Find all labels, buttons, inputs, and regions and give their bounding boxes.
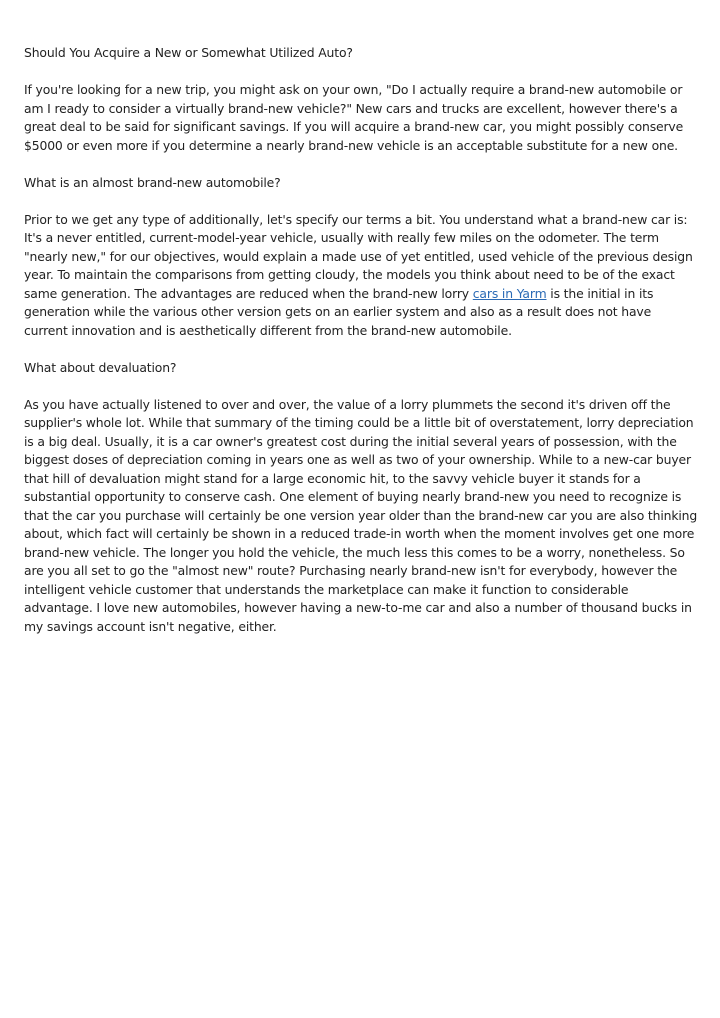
almost-new-text-before-link: Prior to we get any type of additionally, let's specify our terms a bit. You understand what a brand-new car is: It's a never entitled, current-model-year vehicle, usually with really few miles on the odometer. The term "nearly new," for our objectives, would explain a made use of yet entitled, used vehicle of the previous design year. To maintain the comparisons from getting cloudy, the models you think about need to be of the exact same generation. The advantages are reduced when the brand-new lorry [24,211,693,301]
almost-new-paragraph [24,211,698,341]
article-title: Should You Acquire a New or Somewhat Utilized Auto? [24,45,353,60]
devaluation-paragraph: As you have actually listened to over and over, the value of a lorry plummets the second it's driven off the supplier's whole lot. While that summary of the timing could be a little bit of overstatement, lorry depreciation is a big deal. Usually, it is a car owner's greatest cost during the initial several years of possession, with the biggest doses of depreciation coming in years one as well as two of your ownership. While to a new-car buyer that hill of devaluation might stand for a large economic hit, to the savvy vehicle buyer it stands for a substantial opportunity to conserve cash. One element of buying nearly brand-new you need to recognize is that the car you purchase will certainly be one version year older than the brand-new car you are also thinking about, which fact will certainly be shown in a reduced trade-in worth when the moment involves get one more brand-new vehicle. The longer you hold the vehicle, the much less this comes to be a worry, nonetheless. So are you all set to go the "almost new" route? Purchasing nearly brand-new isn't for everybody, however the intelligent vehicle customer that understands the marketplace can make it function to considerable advantage. I love new automobiles, however having a new-to-me car and also a number of thousand bucks in my savings account isn't negative, either. [24,396,698,634]
section-heading-almost-new: What is an almost brand-new automobile? [24,174,281,190]
almost-new-text-after-link: is the initial in its generation while the various other version gets on an earlier system and also as a result does not have current innovation and is aesthetically different from the brand-new automobile. [24,285,654,338]
section-heading-devaluation: What about devaluation? [24,359,177,375]
article [24,44,698,655]
cars-in-yarm-link[interactable]: cars in Yarm [472,285,547,301]
intro-paragraph: If you're looking for a new trip, you might ask on your own, "Do I actually require a brand-new automobile or am I ready to consider a virtually brand-new vehicle?" New cars and trucks are excellent, however there's a great deal to be said for significant savings. If you will acquire a brand-new car, you might possibly conserve $5000 or even more if you determine a nearly brand-new vehicle is an acceptable substitute for a new one. [24,82,684,153]
